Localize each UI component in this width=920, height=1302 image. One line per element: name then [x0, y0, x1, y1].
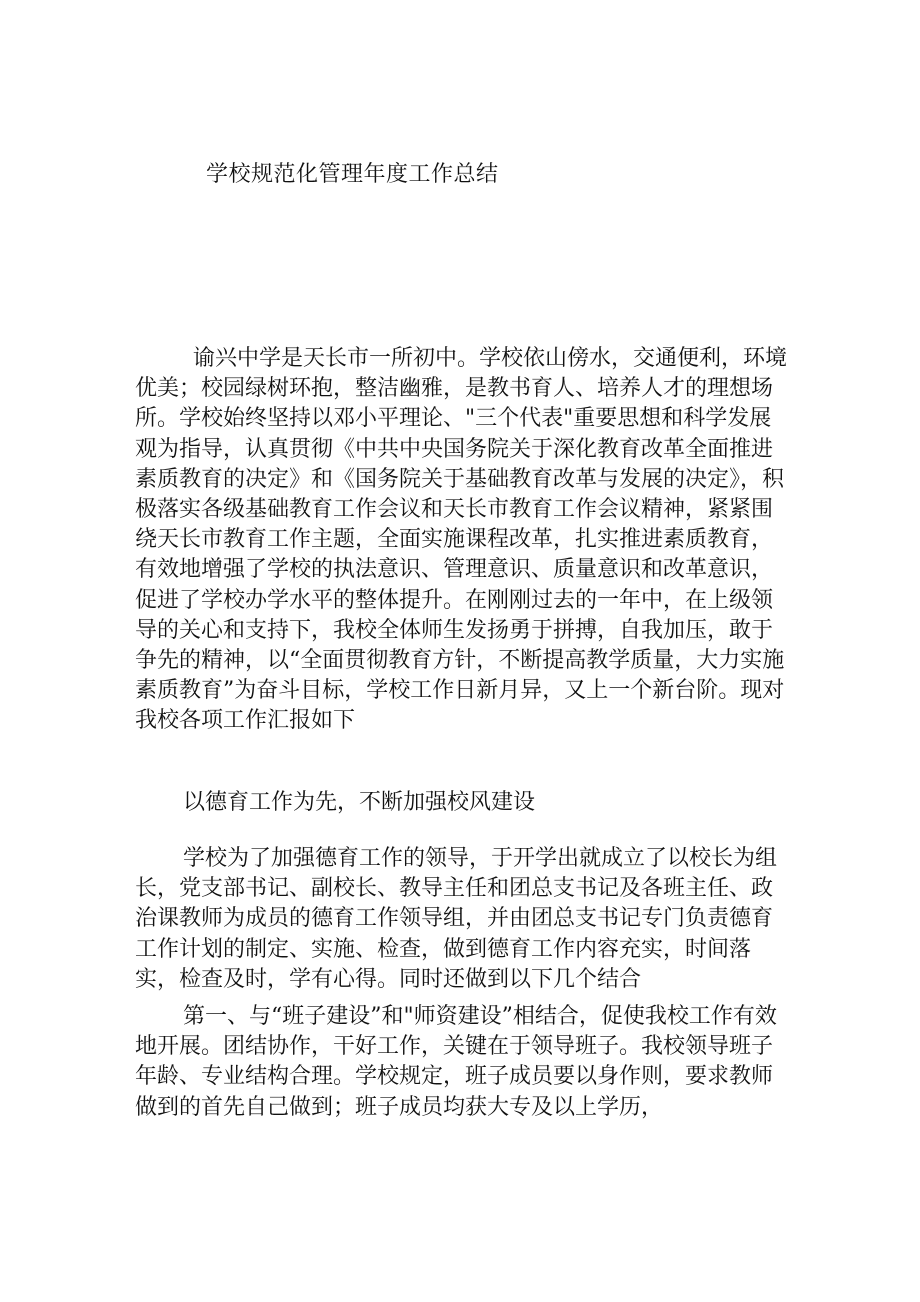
section-paragraph-1: 学校为了加强德育工作的领导，于开学出就成立了以校长为组长，党支部书记、副校长、教导主任和团总支书记及各班主任、政治课教师为成员的德育工作领导组，并由团总支书记专门负责德育工作计划的制定、实施、检查，做到德育工作内容充实，时间落实，检查及时，学有心得。同时还做到以下几个结合 — [135, 846, 778, 992]
intro-paragraph: 谕兴中学是天长市一所初中。学校依山傍水，交通便利，环境优美；校园绿树环抱，整洁幽雅，是教书育人、培养人才的理想场所。学校始终坚持以邓小平理论、"三个代表"重要思想和科学发展观为指导，认真贯彻《中共中央国务院关于深化教育改革全面推进素质教育的决定》和《国务院关于基础教育改革与发展的决定》，积极落实各级基础教育工作会议和天长市教育工作会议精神，紧紧围绕天长市教育工作主题，全面实施课程改革，扎实推进素质教育，有效地增强了学校的执法意识、管理意识、质量意识和改革意识，促进了学校办学水平的整体提升。在刚刚过去的一年中，在上级领导的关心和支持下，我校全体师生发扬勇于拼搏，自我加压，敢于争先的精神，以“全面贯彻教育方针，不断提高教学质量，大力实施素质教育”为奋斗目标，学校工作日新月异，又上一个新台阶。现对我校各项工作汇报如下 — [135, 346, 788, 734]
document-title: 学校规范化管理年度工作总结 — [206, 162, 499, 187]
section-heading: 以德育工作为先，不断加强校风建设 — [183, 790, 536, 815]
section-paragraph-2: 第一、与“班子建设”和"师资建设”相结合，促使我校工作有效地开展。团结协作，干好工作，关键在于领导班子。我校领导班子年龄、专业结构合理。学校规定，班子成员要以身作则，要求教师做到的首先自己做到；班子成员均获大专及以上学历， — [135, 1004, 777, 1120]
